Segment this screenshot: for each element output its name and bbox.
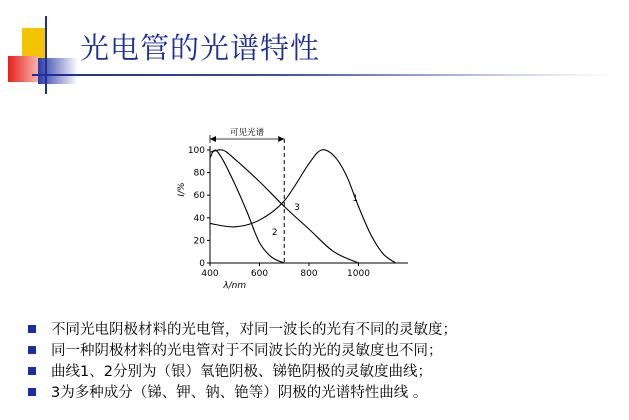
corner-red-square — [8, 56, 38, 82]
bullet-text: 曲线1、2分别为（银）氧铯阴极、锑铯阴极的灵敏度曲线； — [51, 364, 432, 380]
visible-spectrum-label: 可见光谱 — [230, 128, 265, 138]
series-3-label: 3 — [294, 202, 300, 213]
corner-yellow-square — [22, 28, 46, 58]
bullet-square-icon — [28, 388, 36, 396]
bullet-item — [28, 339, 623, 360]
series-1-line — [210, 150, 396, 263]
chart-marks — [210, 150, 396, 263]
y-tick-label: 100 — [187, 146, 205, 156]
spectral-chart — [170, 118, 420, 296]
series-2-label: 2 — [271, 227, 278, 238]
y-tick-label: 20 — [193, 236, 205, 247]
visible-spectrum-arrow-left — [210, 136, 216, 142]
corner-blue-square — [38, 58, 78, 84]
y-tick-label: 80 — [193, 168, 205, 179]
bullet-item — [28, 360, 623, 381]
bullet-text: 3为多种成分（锑、钾、钠、铯等）阴极的光谱特性曲线 。 — [51, 385, 428, 401]
x-tick-label: 600 — [250, 269, 269, 279]
y-tick-label: 60 — [193, 191, 205, 202]
y-tick-label: 40 — [193, 213, 205, 224]
visible-spectrum-arrow-right — [278, 136, 284, 142]
x-tick-label: 1000 — [347, 269, 370, 279]
y-axis-label: I/% — [177, 182, 187, 197]
bullet-square-icon — [28, 325, 36, 333]
y-tick-label: 0 — [199, 259, 205, 269]
x-axis-label: λ/nm — [223, 281, 247, 291]
x-tick-label: 800 — [300, 269, 318, 279]
corner-vertical-line — [45, 16, 47, 94]
bullet-square-icon — [28, 346, 36, 354]
series-1-label: 1 — [352, 193, 359, 204]
bullet-item — [28, 318, 623, 339]
corner-horizontal-line — [32, 74, 54, 76]
series-2-line — [210, 150, 284, 263]
slide-title: 光电管的光谱特性 — [80, 31, 321, 65]
bullet-item — [28, 381, 623, 402]
x-tick-label: 400 — [201, 269, 219, 279]
bullet-text: 不同光电阴极材料的光电管，对同一波长的光有不同的灵敏度； — [51, 322, 457, 338]
bullet-text: 同一种阴极材料的光电管对于不同波长的光的灵敏度也不同； — [51, 343, 443, 359]
bullet-square-icon — [28, 367, 36, 375]
title-underline — [52, 74, 612, 76]
bullet-list — [28, 318, 623, 402]
